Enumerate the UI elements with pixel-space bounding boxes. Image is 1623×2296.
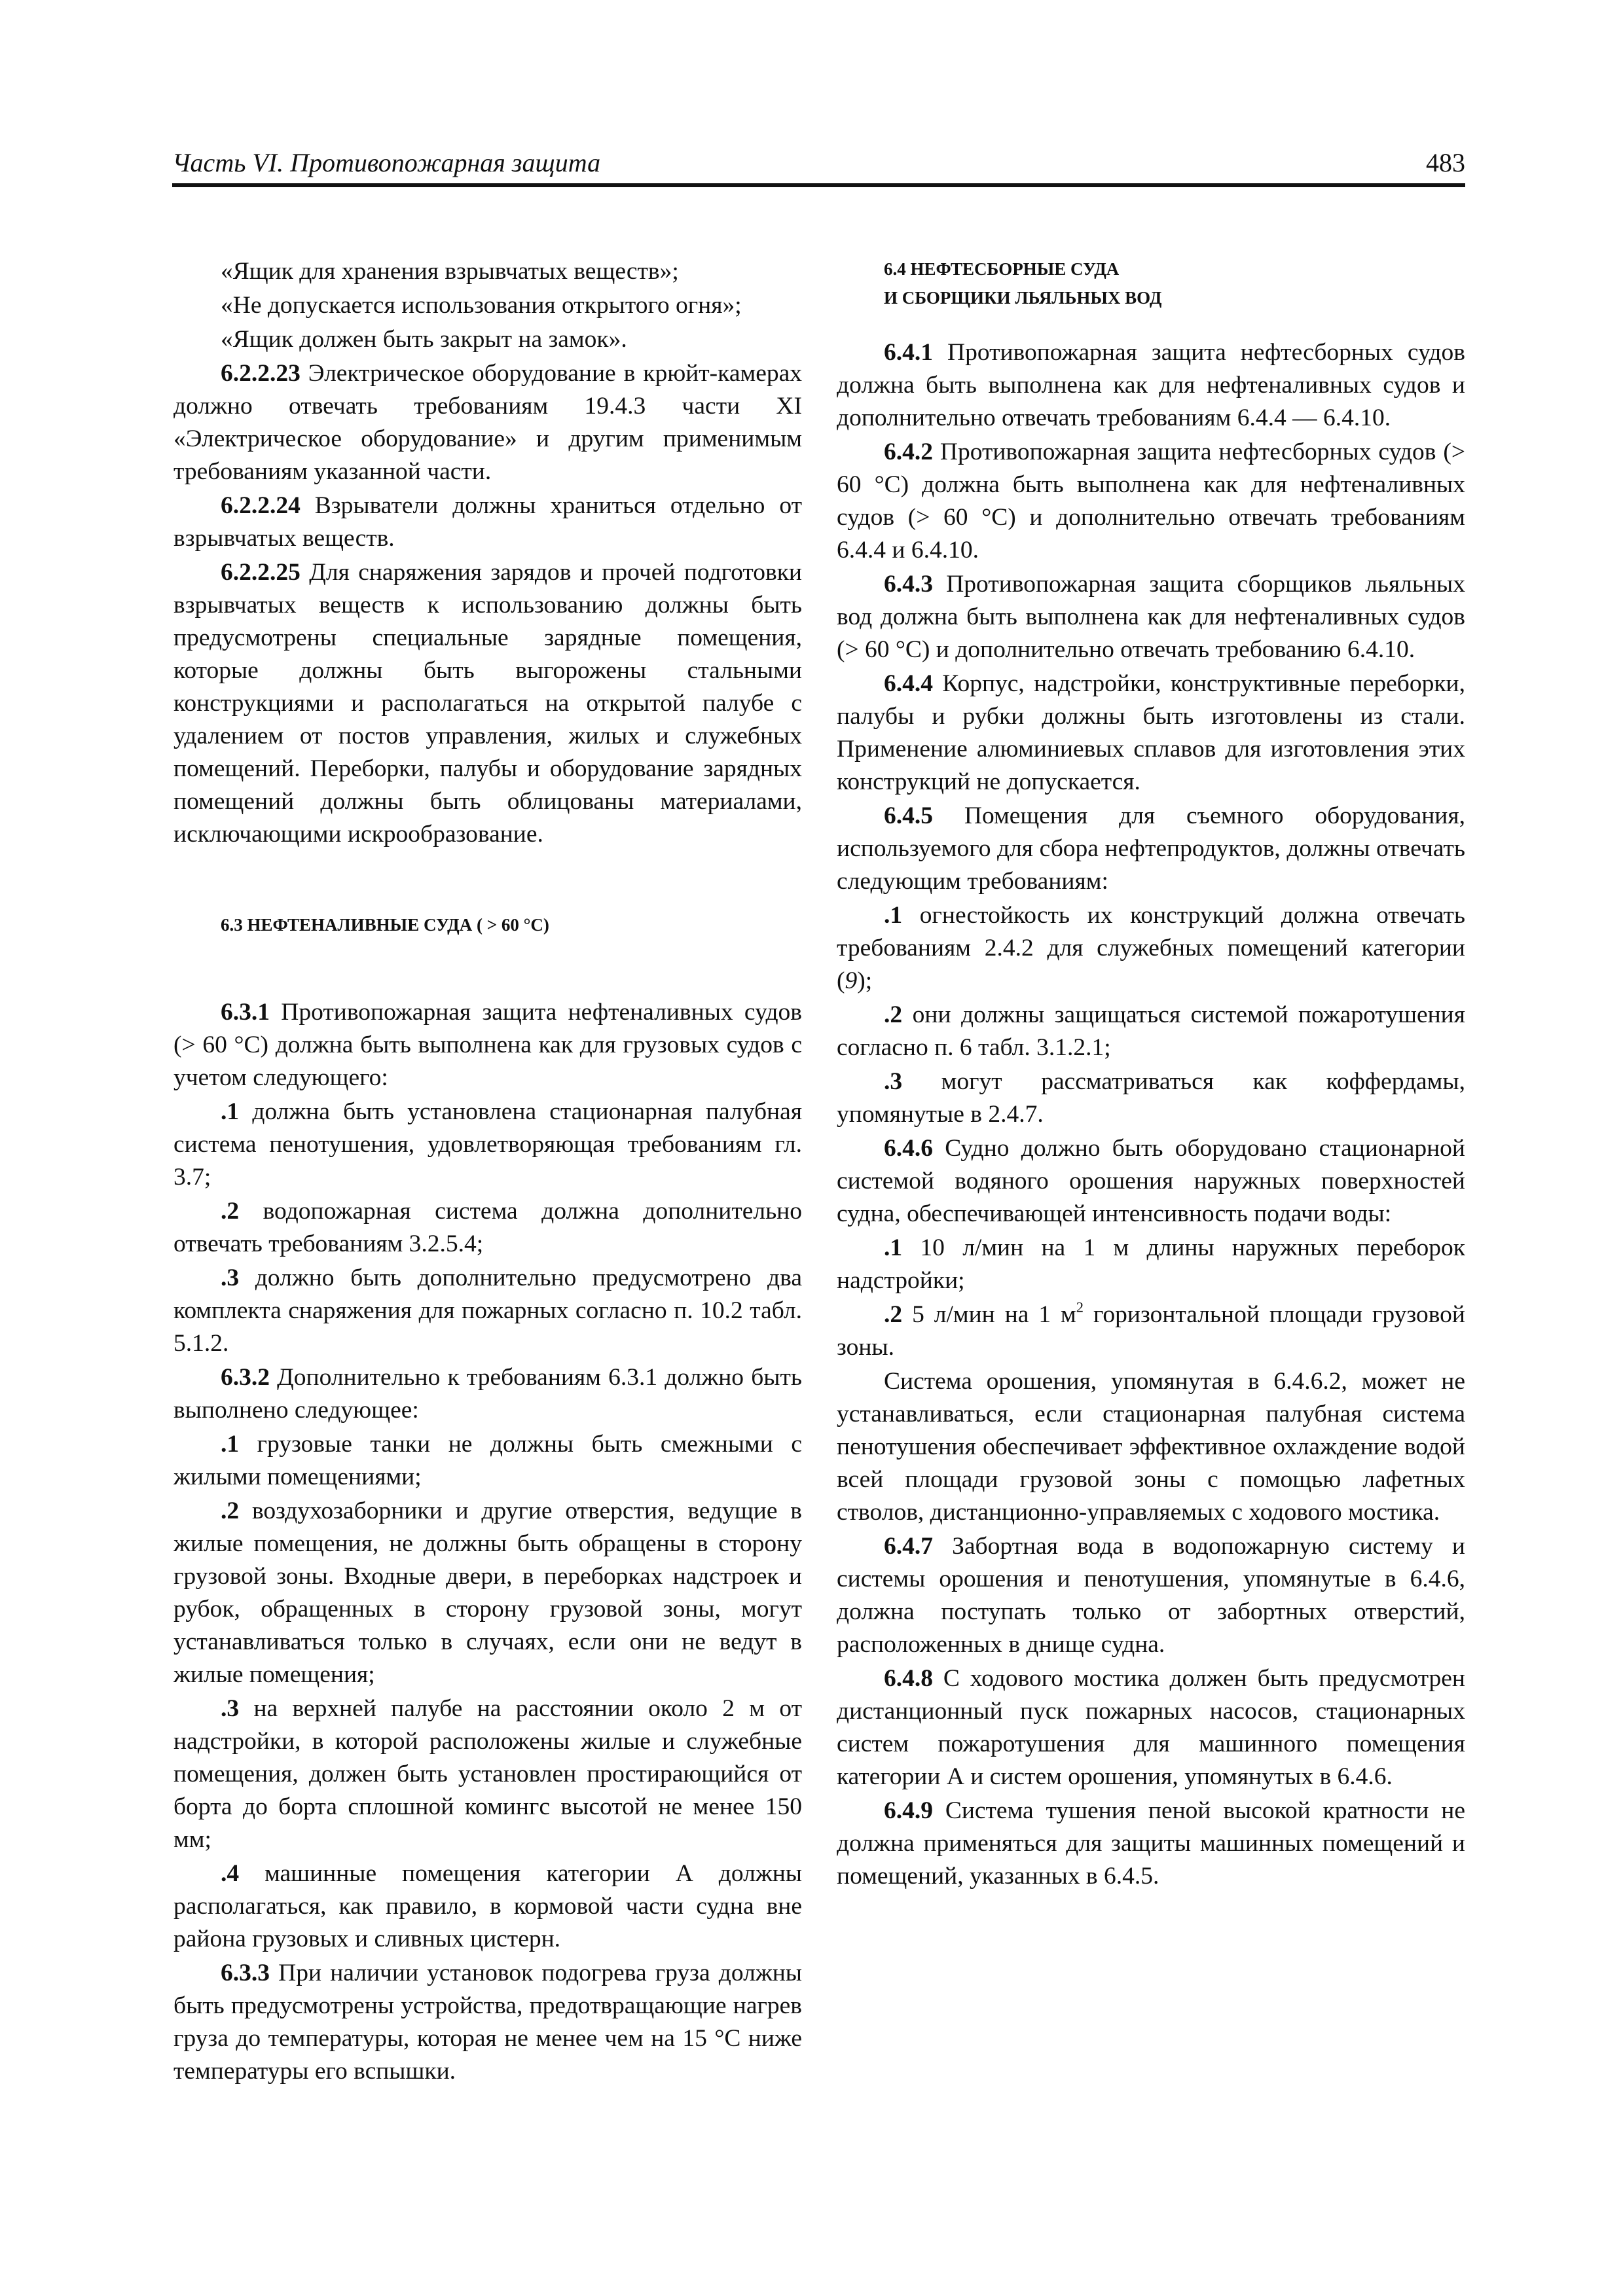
item-text: могут рассматриваться как коффердамы, упомянутые в 2.4.7. [837,1068,1465,1128]
item-text-end: горизонтальной площади грузовой зоны. [837,1301,1465,1361]
clause-number: 6.4.6 [884,1135,933,1162]
page-number: 483 [1426,148,1465,177]
clause-number: 6.3.3 [221,1960,270,1986]
clause-number: 6.4.9 [884,1797,933,1824]
item-text: должно быть дополнительно предусмотрено два комплекта снаряжения для пожарных согласно п. 10.2 табл. 5.1.2. [173,1265,802,1357]
paragraph-6-3-2 [173,1361,802,1427]
item-text: они должны защищаться системой пожаротушения согласно п. 6 табл. 3.1.2.1; [837,1001,1465,1061]
right-column [837,255,1465,1894]
paragraph-6-2-2-24 [173,490,802,555]
paragraph: «Ящик для хранения взрывчатых веществ»; [221,258,679,285]
paragraph-6-3-3 [173,1957,802,2088]
category-number: 9 [845,967,858,994]
clause-number: 6.4.3 [884,571,933,598]
list-item [173,1096,802,1194]
item-number: .1 [884,902,903,929]
clause-text: Противопожарная защита нефтесборных судов должна быть выполнена как для нефтеналивных судов и дополнительно отвечать требованиям 6.4.4 — 6.4.10. [837,339,1465,431]
paragraph-6-4-4 [837,668,1465,798]
list-item [173,1428,802,1494]
clause-number: 6.3.2 [221,1364,270,1391]
item-text: на верхней палубе на расстоянии около 2 м от надстройки, в которой расположены жилые и служебные помещения, должен быть установлен простирающийся от борта до борта сплошной комингс высотой не менее 150 мм; [173,1695,802,1853]
paragraph-6-4-9 [837,1795,1465,1893]
superscript: 2 [1076,1299,1084,1316]
item-number: .3 [221,1695,240,1722]
running-title: Часть VI. Противопожарная защита [172,148,601,177]
paragraph-6-4-6 [837,1132,1465,1230]
clause-text: Противопожарная защита сборщиков льяльных вод должна быть выполнена как для нефтеналивных судов (> 60 °С) и дополнительно отвечать требованию 6.4.10. [837,571,1465,663]
clause-number: 6.4.1 [884,339,933,366]
list-item [837,1299,1465,1364]
list-item [837,999,1465,1064]
section-heading-6-3: 6.3 НЕФТЕНАЛИВНЫЕ СУДА ( > 60 °С) [221,915,549,935]
paragraph-6-3-1 [173,996,802,1094]
paragraph-6-2-2-25 [173,556,802,851]
paragraph-6-4-8 [837,1662,1465,1793]
item-number: .2 [221,1498,240,1524]
item-text: водопожарная система должна дополнительно отвечать требованиям 3.2.5.4; [173,1198,802,1257]
item-text: должна быть установлена стационарная палубная система пенотушения, удовлетворяющая требованиям гл. 3.7; [173,1098,802,1191]
clause-number: 6.2.2.23 [221,360,301,387]
item-number: .3 [221,1265,240,1291]
paragraph-6-4-3 [837,568,1465,666]
clause-text: При наличии установок подогрева груза должны быть предусмотрены устройства, предотвращающие нагрев груза до температуры, которая не менее чем на 15 °С ниже температуры его вспышки. [173,1960,802,2085]
left-column [173,255,802,2089]
item-number: .1 [884,1234,903,1261]
clause-text: Электрическое оборудование в крюйт-камерах должно отвечать требованиям 19.4.3 части XI «Электрическое оборудование» и другим применимым требованиям указанной части. [173,360,802,485]
clause-number: 6.4.5 [884,802,933,829]
clause-text: Противопожарная защита нефтесборных судов (> 60 °С) должна быть выполнена как для нефтеналивных судов (> 60 °С) и дополнительно отвечать требованиям 6.4.4 и 6.4.10. [837,439,1465,564]
paragraph: «Ящик должен быть закрыт на замок». [221,326,627,353]
item-number: .2 [884,1301,903,1328]
list-item [837,1232,1465,1297]
clause-text: Забортная вода в водопожарную систему и системы орошения и пенотушения, упомянутые в 6.4.6, должна поступать только от забортных отверстий, расположенных в днище судна. [837,1533,1465,1658]
clause-text: Дополнительно к требованиям 6.3.1 должно быть выполнено следующее: [173,1364,802,1424]
clause-number: 6.4.8 [884,1665,933,1692]
clause-number: 6.4.4 [884,670,933,697]
item-number: .1 [221,1098,240,1125]
clause-text: Противопожарная защита нефтеналивных судов (> 60 °С) должна быть выполнена как для грузовых судов с учетом следующего: [173,999,802,1091]
paragraph-6-4-2 [837,436,1465,567]
item-text: огнестойкость их конструкций должна отвечать требованиям 2.4.2 для служебных помещений категории ( [837,902,1465,994]
list-item [173,1262,802,1360]
item-number: .2 [221,1198,240,1225]
list-item [173,1857,802,1956]
list-item [173,1693,802,1856]
item-text: 10 л/мин на 1 м длины наружных переборок надстройки; [837,1234,1465,1294]
clause-text: Система тушения пеной высокой кратности не должна применяться для защиты машинных помещений и помещений, указанных в 6.4.5. [837,1797,1465,1890]
clause-text: С ходового мостика должен быть предусмотрен дистанционный пуск пожарных насосов, стационарных систем пожаротушения для машинного помещения категории А и систем орошения, упомянутых в 6.4.6. [837,1665,1465,1790]
clause-number: 6.3.1 [221,999,270,1026]
item-text: грузовые танки не должны быть смежными с жилыми помещениями; [173,1431,802,1490]
paragraph-note: Система орошения, упомянутая в 6.4.6.2, может не устанавливаться, если стационарная палубная система пенотушения обеспечивает эффективное охлаждение водой всей площади грузовой зоны с помощью лафетных стволов, дистанционно-управляемых с ходового мостика. [837,1368,1465,1526]
list-item [837,899,1465,997]
clause-text: Взрыватели должны храниться отдельно от взрывчатых веществ. [173,492,802,552]
list-item [837,1066,1465,1131]
clause-text: Судно должно быть оборудовано стационарной системой водяного орошения наружных поверхностей судна, обеспечивающей интенсивность подачи воды: [837,1135,1465,1227]
list-item [173,1195,802,1261]
paragraph-6-4-5 [837,800,1465,898]
clause-number: 6.4.7 [884,1533,933,1560]
page-header [172,143,1465,187]
paragraph-6-4-1 [837,336,1465,435]
clause-text: Корпус, надстройки, конструктивные переборки, палубы и рубки должны быть изготовлены из стали. Применение алюминиевых сплавов для изготовления этих конструкций не допускается. [837,670,1465,795]
clause-number: 6.4.2 [884,439,933,465]
list-item [173,1495,802,1691]
item-text: 5 л/мин на 1 м [902,1301,1076,1328]
section-heading-6-4-line1: 6.4 НЕФТЕСБОРНЫЕ СУДА [884,259,1120,279]
clause-number: 6.2.2.25 [221,559,301,586]
clause-text: Для снаряжения зарядов и прочей подготовки взрывчатых веществ к использованию должны быть предусмотрены специальные зарядные помещения, которые должны быть выгорожены стальными конструкциями и располагаться на открытой палубе с удалением от постов управления, жилых и служебных помещений. Переборки, палубы и оборудование зарядных помещений должны быть облицованы материалами, исключающими искрообразование. [173,559,802,848]
paragraph: «Не допускается использования открытого огня»; [221,292,742,319]
clause-number: 6.2.2.24 [221,492,301,519]
paragraph-6-4-7 [837,1530,1465,1661]
clause-text: Помещения для съемного оборудования, используемого для сбора нефтепродуктов, должны отвечать следующим требованиям: [837,802,1465,895]
item-text: воздухозаборники и другие отверстия, ведущие в жилые помещения, не должны быть обращены в сторону грузовой зоны. Входные двери, в переборках надстроек и рубок, обращенных в сторону грузовой зоны, могут устанавливаться только в случаях, если они не ведут в жилые помещения; [173,1498,802,1688]
item-number: .4 [221,1860,240,1887]
paragraph-6-2-2-23 [173,357,802,488]
item-text-end: ); [857,967,873,994]
item-number: .2 [884,1001,903,1028]
section-heading-6-4-line2: И СБОРЩИКИ ЛЬЯЛЬНЫХ ВОД [884,288,1162,308]
item-number: .1 [221,1431,240,1458]
item-text: машинные помещения категории А должны располагаться, как правило, в кормовой части судна вне района грузовых и сливных цистерн. [173,1860,802,1952]
item-number: .3 [884,1068,903,1095]
